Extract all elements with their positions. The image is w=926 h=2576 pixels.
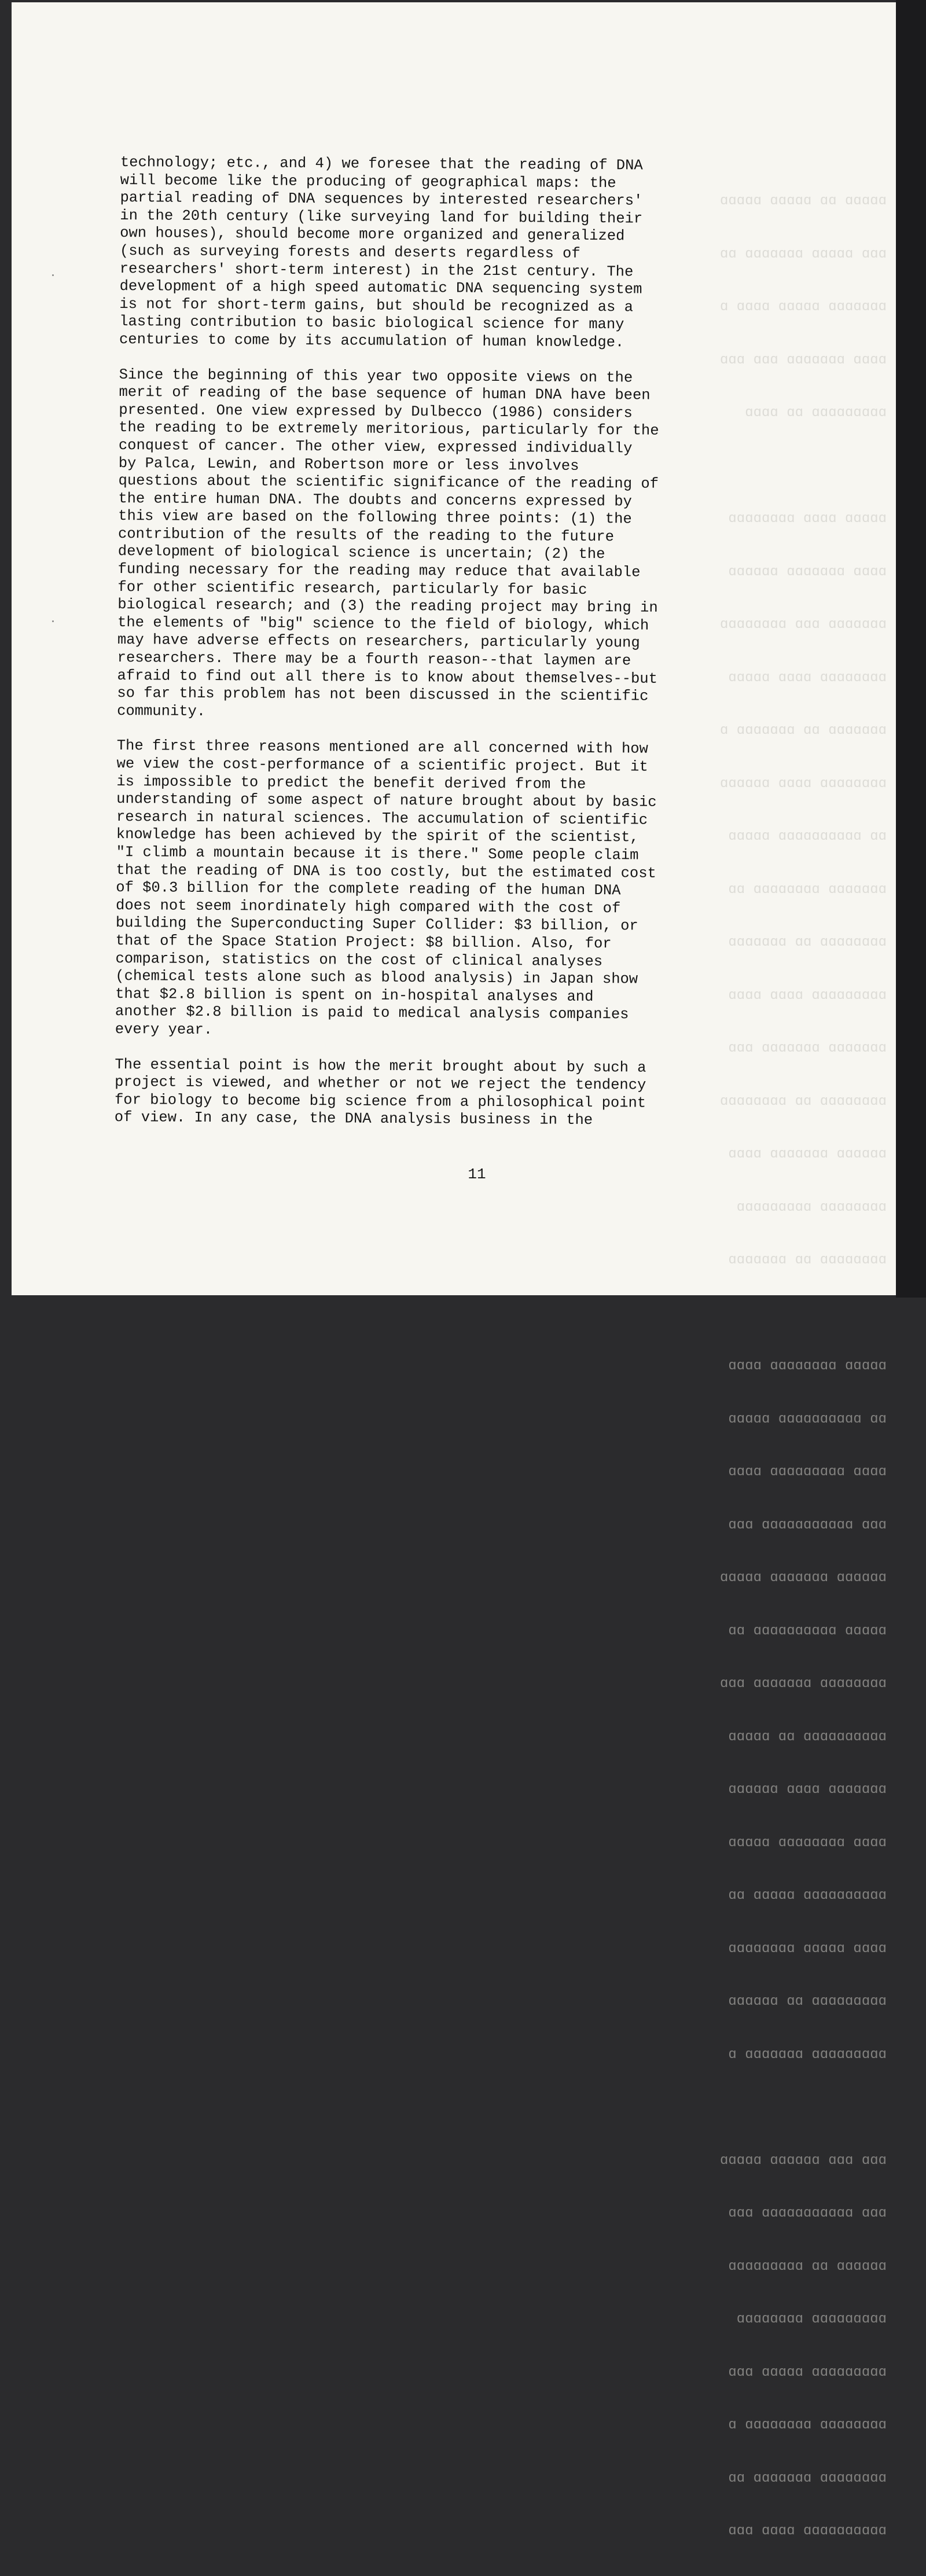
- text-line: may have adverse effects on researchers, particularly young: [117, 631, 640, 652]
- text-line: that $2.8 billion is spent on in-hospital analyses and: [115, 985, 594, 1005]
- text-line: researchers' short-term interest) in the 21st century. The: [119, 260, 634, 280]
- text-line: of $0.3 billion for the complete reading of the human DNA: [116, 879, 621, 899]
- text-line: The essential point is how the merit brought about by such a: [115, 1056, 646, 1076]
- text-line: Since the beginning of this year two opposite views on the: [119, 366, 633, 386]
- text-line: researchers. There may be a fourth reason--that laymen are: [117, 649, 631, 670]
- text-line: we view the cost-performance of a scientific project. But it: [116, 755, 648, 776]
- text-line: the entire human DNA. The doubts and concerns expressed by: [118, 490, 632, 510]
- page-number: 11: [468, 1166, 486, 1183]
- text-line: by Palca, Lewin, and Robertson more or less involves: [118, 454, 579, 475]
- body-text: [115, 154, 792, 1148]
- text-line: own houses), should become more organized and generalized: [120, 225, 625, 245]
- text-line: research in natural sciences. The accumulation of scientific: [116, 808, 648, 829]
- text-line: presented. One view expressed by Dulbecco (1986) considers: [119, 401, 633, 422]
- text-line: merit of reading of the base sequence of human DNA have been: [119, 384, 651, 404]
- paper-speck: [52, 274, 54, 276]
- text-line: this view are based on the following three points: (1) the: [118, 508, 632, 528]
- text-line: for other scientific research, particularly for basic: [117, 578, 587, 598]
- text-line: partial reading of DNA sequences by interested researchers': [120, 189, 643, 210]
- text-line: another $2.8 billion is paid to medical analysis companies: [115, 1003, 629, 1023]
- paper-speck: [52, 620, 54, 622]
- text-line: the reading to be extremely meritorious, particularly for the: [119, 419, 659, 440]
- text-line: funding necessary for the reading may reduce that available: [117, 561, 641, 581]
- text-line: lasting contribution to basic biological science for many: [119, 313, 624, 333]
- text-line: afraid to find out all there is to know about themselves--but: [117, 667, 658, 688]
- text-line: will become like the producing of geographical maps: the: [120, 171, 616, 192]
- text-line: in the 20th century (like surveying land for building their: [120, 207, 643, 227]
- text-line: the elements of "big" science to the field of biology, which: [117, 613, 649, 634]
- text-line: is impossible to predict the benefit derived from the: [116, 773, 586, 793]
- text-line: The first three reasons mentioned are all concerned with how: [116, 737, 648, 758]
- text-line: technology; etc., and 4) we foresee that the reading of DNA: [120, 154, 643, 174]
- text-line: project is viewed, and whether or not we reject the tendency: [115, 1074, 646, 1094]
- text-line: contribution of the results of the reading to the future: [117, 525, 615, 546]
- text-line: community.: [117, 702, 206, 720]
- text-line: every year.: [115, 1020, 213, 1038]
- text-line: (such as surveying forests and deserts regardless of: [119, 242, 580, 262]
- text-line: questions about the scientific significance of the reading of: [118, 472, 659, 493]
- paragraph-3: [115, 737, 788, 1042]
- text-line: does not seem inordinately high compared with the cost of: [115, 896, 621, 917]
- text-line: for biology to become big science from a philosophical point: [114, 1091, 646, 1112]
- text-line: (chemical tests alone such as blood analysis) in Japan show: [115, 968, 638, 988]
- text-line: comparison, statistics on the cost of clinical analyses: [115, 950, 603, 970]
- text-line: centuries to come by its accumulation of human knowledge.: [119, 330, 624, 351]
- text-line: that of the Space Station Project: $8 billion. Also, for: [115, 932, 612, 953]
- paragraph-4: [115, 1056, 787, 1130]
- text-line: development of a high speed automatic DNA sequencing system: [119, 278, 642, 298]
- text-line: biological research; and (3) the reading project may bring in: [117, 596, 658, 616]
- text-line: conquest of cancer. The other view, expressed individually: [118, 436, 633, 457]
- text-line: "I climb a mountain because it is there." Some people claim: [116, 843, 639, 864]
- text-line: understanding of some aspect of nature brought about by basic: [116, 791, 657, 811]
- bleed-through-texture: ɒɒɒɒɒ ɒɒ ɒɒɒɒɒ ɒɒɒɒɒ ɒɒɒ ɒɒɒɒɒ ɒɒɒɒɒɒɒ ɒɒ ɒɒɒɒɒɒɒ ɒɒɒɒɒ ɒɒɒɒ ɒ ɒɒɒɒ ɒɒɒɒɒɒɒ ɒɒɒ ɒɒɒ ɒɒɒɒɒɒɒɒɒ ɒɒ ɒɒɒɒ ɒɒɒɒɒ ɒɒɒɒ ɒɒɒɒɒɒɒɒ ɒɒɒɒ ɒɒɒɒɒɒɒ ɒɒɒɒɒɒ ɒɒɒɒɒɒɒ ɒɒɒ ɒɒɒɒɒɒɒɒ ɒɒɒɒɒɒɒɒ ɒɒɒɒ ɒɒɒɒɒ ɒɒɒɒɒɒɒ ɒɒ ɒɒɒɒɒɒɒ ɒ ɒɒɒɒɒɒɒɒ ɒɒɒɒ ɒɒɒɒɒɒ ɒɒ ɒɒɒɒɒɒɒɒɒɒ ɒɒɒɒɒ ɒɒɒɒɒɒɒ ɒɒɒɒɒɒɒɒ ɒɒ ɒɒɒɒɒɒɒɒ ɒɒ ɒɒɒɒɒɒɒ ɒɒɒɒɒɒɒɒɒ ɒɒɒɒ ɒɒɒɒ ɒɒɒɒɒɒɒ ɒɒɒɒɒɒɒ ɒɒɒ ɒɒɒɒɒɒɒɒ ɒɒ ɒɒɒɒɒɒɒɒ ɒɒɒɒɒɒ ɒɒɒɒɒɒɒ ɒɒɒɒ ɒɒɒɒɒɒɒɒ ɒɒɒɒɒɒɒɒɒ ɒɒɒɒɒɒɒɒ ɒɒ ɒɒɒɒɒɒɒ ɒɒɒɒɒ ɒɒɒɒɒɒɒɒ ɒɒɒɒ ɒɒ ɒɒɒɒɒɒɒɒɒɒ ɒɒɒɒɒ ɒɒɒɒ ɒɒɒɒɒɒɒɒɒ ɒɒɒɒ ɒɒɒ ɒɒɒɒɒɒɒɒɒɒɒ ɒɒɒ ɒɒɒɒɒɒ ɒɒɒɒɒɒɒ ɒɒɒɒɒ ɒɒɒɒɒ ɒɒɒɒɒɒɒɒɒɒ ɒɒ ɒɒɒɒɒɒɒɒ ɒɒɒɒɒɒɒ ɒɒɒ ɒɒɒɒɒɒɒɒɒɒ ɒɒ ɒɒɒɒɒ ɒɒɒɒɒɒɒ ɒɒɒɒ ɒɒɒɒɒɒ ɒɒɒɒ ɒɒɒɒɒɒɒɒ ɒɒɒɒɒ ɒɒɒɒɒɒɒɒɒɒ ɒɒɒɒɒ ɒɒ ɒɒɒɒ ɒɒɒɒɒ ɒɒɒɒɒɒɒɒ ɒɒɒɒɒɒɒɒɒ ɒɒ ɒɒɒɒɒɒ ɒɒɒɒɒɒɒɒɒ ɒɒɒɒɒɒɒ ɒ ɒɒɒ ɒɒɒ ɒɒɒɒɒɒ ɒɒɒɒɒ ɒɒɒ ɒɒɒɒɒɒɒɒɒɒɒ ɒɒɒ ɒɒɒɒɒɒ ɒɒ ɒɒɒɒɒɒɒɒɒ ɒɒɒɒɒɒɒɒɒ ɒɒɒɒɒɒɒɒ ɒɒɒɒɒɒɒɒɒ ɒɒɒɒɒ ɒɒɒ ɒɒɒɒɒɒɒɒ ɒɒɒɒɒɒɒɒ ɒ ɒɒɒɒɒɒɒɒ ɒɒɒɒɒɒɒ ɒɒ ɒɒɒɒɒɒɒɒɒɒ ɒɒɒɒ ɒɒɒ: [719, 193, 887, 2539]
- text-line: building the Superconducting Super Collider: $3 billion, or: [115, 914, 638, 935]
- text-line: knowledge has been achieved by the spirit of the scientist,: [116, 826, 639, 846]
- text-line: that the reading of DNA is too costly, but the estimated cost: [116, 861, 656, 882]
- text-line: development of biological science is uncertain; (2) the: [117, 543, 605, 563]
- text-line: so far this problem has not been discussed in the scientific: [117, 685, 649, 705]
- text-line: is not for short-term gains, but should be recognized as a: [119, 295, 634, 316]
- document-page: [12, 2, 896, 2539]
- paragraph-2: [117, 366, 791, 725]
- paragraph-1: [119, 154, 792, 353]
- text-line: of view. In any case, the DNA analysis business in the: [114, 1109, 593, 1129]
- background-edge: [896, 0, 926, 1298]
